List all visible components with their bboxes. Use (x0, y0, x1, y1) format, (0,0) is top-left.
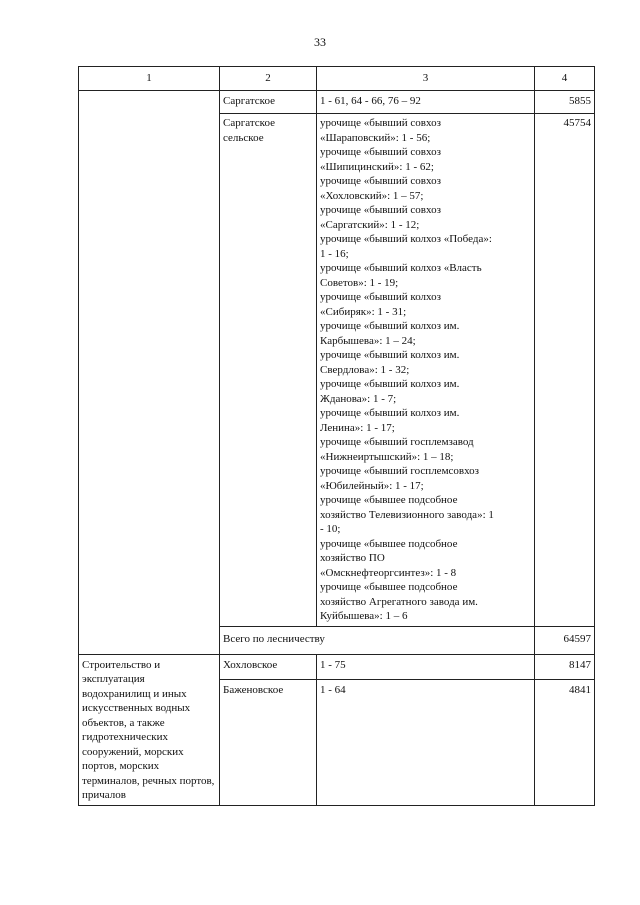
quarters-line: урочище «бывший колхоз им. (320, 349, 460, 361)
quarters-line: урочище «бывший колхоз (320, 291, 441, 303)
quarters-line: Жданова»: 1 - 7; (320, 392, 397, 405)
header-col-4: 4 (535, 67, 595, 91)
table-row (79, 654, 595, 680)
district-cell: Саргатское сельское (220, 114, 317, 627)
quarters-line: Куйбышева»: 1 – 6 (320, 610, 408, 622)
quarters-line: «Юбилейный»: 1 - 17; (320, 479, 424, 492)
area-cell: 8147 (535, 654, 595, 680)
quarters-line: урочище «бывший колхоз им. (320, 378, 460, 390)
quarters-line: «Хохловский»: 1 – 57; (320, 189, 424, 202)
quarters-line: Свердлова»: 1 - 32; (320, 363, 410, 376)
quarters-line: Советов»: 1 - 19; (320, 276, 399, 289)
quarters-line: «Нижнеиртышский»: 1 – 18; (320, 450, 454, 463)
quarters-line: «Шараповский»: 1 - 56; (320, 131, 431, 144)
quarters-line: урочище «бывший колхоз им. (320, 407, 460, 419)
quarters-line: урочище «бывший совхоз (320, 204, 441, 216)
district-cell: Баженовское (220, 680, 317, 805)
header-col-1: 1 (79, 67, 220, 91)
purpose-cell-empty (79, 91, 220, 655)
table-row (79, 91, 595, 114)
quarters-line: «Саргатский»: 1 - 12; (320, 218, 420, 231)
quarters-line: хозяйство Телевизионного завода»: 1 (320, 508, 494, 521)
quarters-line: урочище «бывшее подсобное (320, 494, 458, 506)
quarters-line: урочище «бывший колхоз «Победа»: (320, 233, 492, 245)
quarters-cell: 1 - 61, 64 - 66, 76 – 92 (317, 91, 535, 114)
quarters-line: Ленина»: 1 - 17; (320, 421, 395, 434)
header-col-3: 3 (317, 67, 535, 91)
area-cell: 4841 (535, 680, 595, 805)
quarters-cell: 1 - 75 (317, 654, 535, 680)
quarters-line: урочище «бывшее подсобное (320, 537, 458, 550)
district-cell: Саргатское (220, 91, 317, 114)
quarters-line: урочище «бывший колхоз «Власть (320, 262, 482, 274)
total-label: Всего по лесничеству (220, 626, 535, 654)
quarters-line: «Сибиряк»: 1 - 31; (320, 305, 407, 318)
table-header-row (79, 67, 595, 91)
quarters-line: урочище «бывшее подсобное (320, 581, 458, 593)
quarters-cell: 1 - 64 (317, 680, 535, 805)
quarters-line: - 10; (320, 523, 341, 535)
quarters-line: хозяйство ПО (320, 552, 385, 564)
quarters-list-cell (317, 114, 535, 627)
quarters-line: урочище «бывший колхоз им. (320, 320, 460, 332)
quarters-line: урочище «бывший совхоз (320, 117, 441, 129)
quarters-line: урочище «бывший совхоз (320, 175, 441, 187)
quarters-line: «Шипицинский»: 1 - 62; (320, 160, 434, 173)
quarters-line: урочище «бывший госплемзавод (320, 436, 474, 448)
quarters-line: хозяйство Агрегатного завода им. (320, 595, 478, 608)
page-number: 33 (314, 35, 326, 49)
header-col-2: 2 (220, 67, 317, 91)
area-cell: 5855 (535, 91, 595, 114)
purpose-cell: Строительство и эксплуатация водохранилищ и иных искусственных водных объектов, а также гидротехнических сооружений, морских портов, морских терминалов, речных портов, причалов (79, 654, 220, 805)
forestry-table (78, 66, 595, 806)
district-cell: Хохловское (220, 654, 317, 680)
quarters-line: 1 - 16; (320, 247, 349, 260)
quarters-line: урочище «бывший совхоз (320, 146, 441, 158)
quarters-line: «Омскнефтеоргсинтез»: 1 - 8 (320, 566, 457, 579)
quarters-line: Карбышева»: 1 – 24; (320, 334, 416, 347)
total-value: 64597 (535, 626, 595, 654)
area-cell: 45754 (535, 114, 595, 627)
quarters-line: урочище «бывший госплемсовхоз (320, 465, 480, 477)
